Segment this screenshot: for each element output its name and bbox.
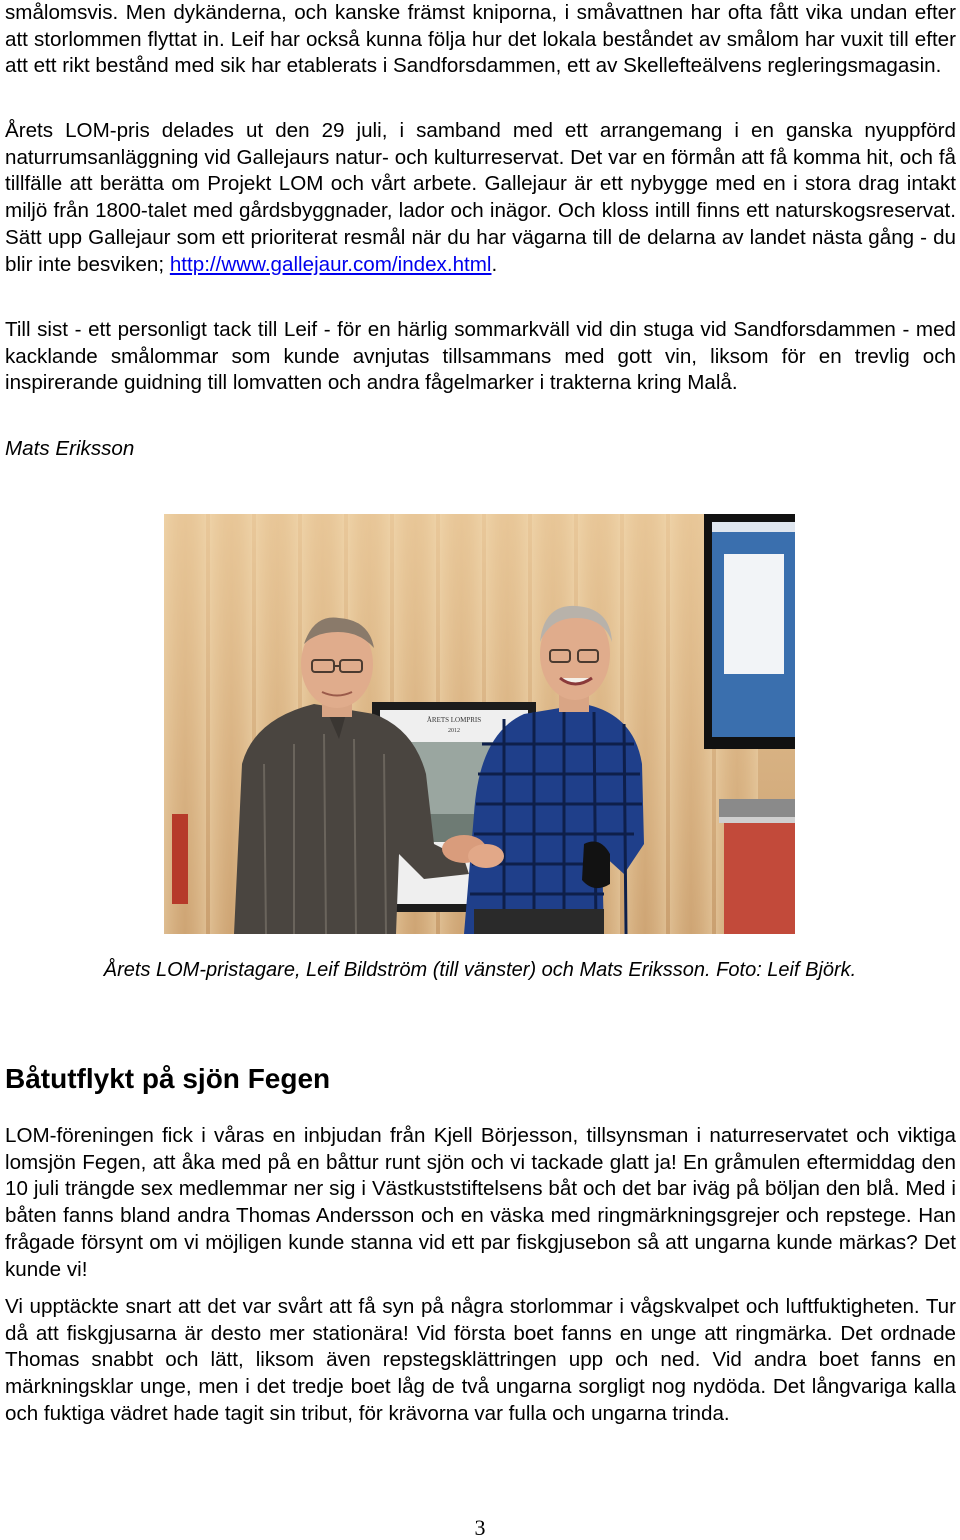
prize-paragraph-text: Årets LOM-pris delades ut den 29 juli, i samband med ett arrangemang i en ganska nyuppförd naturrumsanläggning vid Gallejaurs natur- och kulturreservat. Det var en förmån att få komma hit, och få tillfälle att berätta om Projekt LOM och vårt arbete. Gallejaur är ett nybygge med en i stora drag intakt miljö från 1800-talet med gårdsbyggnader, lador och inägor. Och kloss intill finns ett naturskogsreservat. Sätt upp Gallejaur som ett prioriterat resmål när du har vägarna till de delarna av landet nästa gång - du blir inte besviken; [5,119,956,276]
frame-label: ÅRETS LOMPRIS [426,716,482,724]
section-paragraph-1: LOM-föreningen fick i våras en inbjudan från Kjell Börjesson, tillsynsman i naturreservatet och viktiga lomsjön Fegen, att åka med på en båttur runt sjön och vi tackade glatt ja! En gråmulen eftermiddag den 10 juli trängde sex medlemmar ner sig i Västkuststiftelsens båt och det bar iväg på böljan den blå. Med i båten fanns bland andra Thomas Andersson och en väska med ringmärkningsgrejer och repstege. Han frågade försynt om vi möjligen kunde stanna vid ett par fiskgjusebon så att ungarna kunde märkas? Det kunde vi! [5,1124,956,1281]
section-paragraph-2: Vi upptäckte snart att det var svårt att få syn på några storlommar i vågskvalpet och luftfuktigheten. Tur då att fiskgjusarna är desto mer stationära! Vid första boet fanns en unge att ringmärka. Det ordnade Thomas snabbt och lätt, liksom även repstegsklättringen upp och ned. Vid andra boet fanns en märkningsklar unge, men i det tredje boet låg de två ungarna sorgligt nog nydöda. Det långvariga kalla och fuktiga vädret hade tagit sin tribut, för krävorna var fulla och ungarna trinda. [5,1295,956,1425]
award-photo [164,514,795,934]
thanks-paragraph: Till sist - ett personligt tack till Leif - för en härlig sommarkväll vid din stuga vid Sandforsdammen - med kacklande smålommar som kunde avnjutas tillsammans med gott vin, liksom för en trevlig och inspirerande guidning till lomvatten och andra fågelmarker i trakterna kring Malå. [5,318,956,395]
prize-paragraph [5,118,956,278]
intro-paragraph: smålomsvis. Men dykänderna, och kanske främst kniporna, i småvattnen har ofta fått vika undan efter att storlommen flyttat in. Leif har också kunna följa hur det lokala beståndet av smålom har vuxit till efter att ett rikt bestånd med sik har etablerats i Sandforsdammen, ett av Skellefteälvens regleringsmagasin. [5,1,956,78]
signature: Mats Eriksson [5,437,135,460]
frame-year: 2012 [448,728,460,734]
photo-caption: Årets LOM-pristagare, Leif Bildström (till vänster) och Mats Eriksson. Foto: Leif Björk. [103,959,857,981]
prize-paragraph-end: . [491,252,498,276]
gallejaur-link[interactable]: http://www.gallejaur.com/index.html [169,252,492,276]
section-heading: Båtutflykt på sjön Fegen [5,1063,331,1094]
page-number: 3 [474,1515,486,1540]
